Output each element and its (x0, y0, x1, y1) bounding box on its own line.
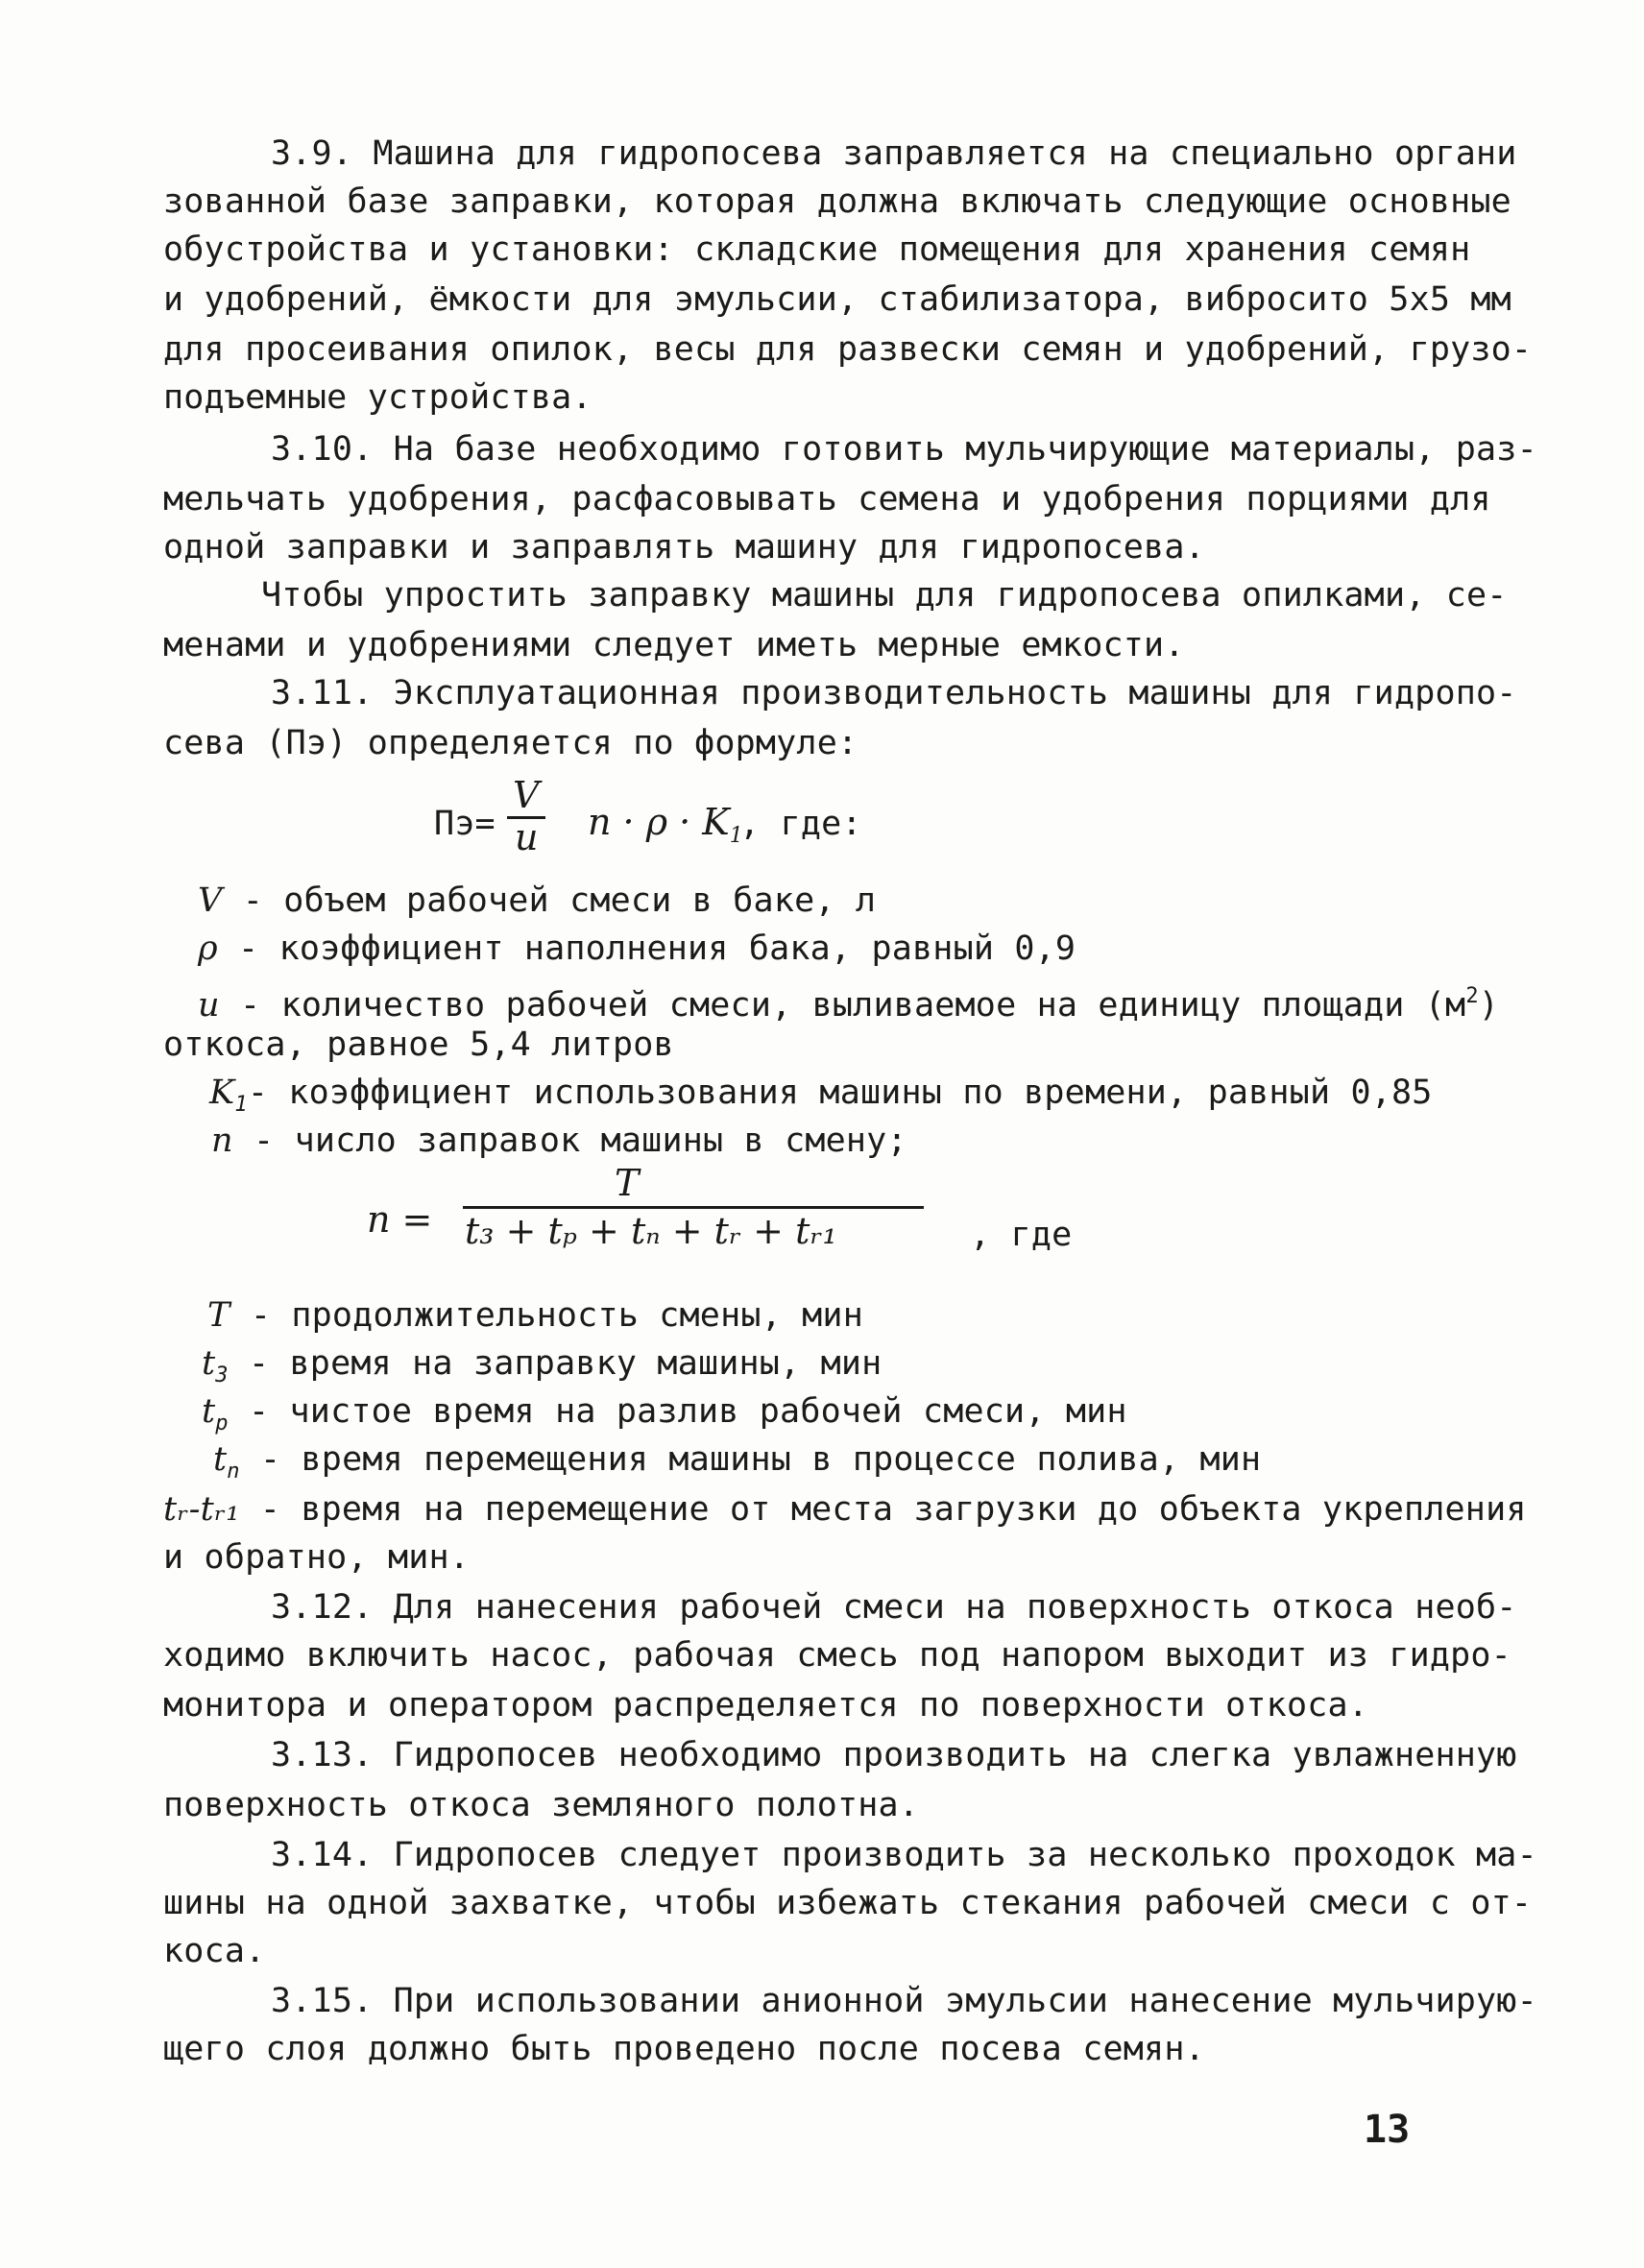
p39-line-2: зованной базе заправки, которая должна включать следующие основные (163, 182, 1511, 221)
def-u-text: - количество рабочей смеси, выливаемое на единицу площади (м (219, 986, 1466, 1025)
def-k1-symbol: K (209, 1074, 235, 1112)
p310b-line-2: менами и удобрениями следует иметь мерные емкости. (163, 626, 1185, 664)
def-tn-text: - время перемещения машины в процессе полива, мин (239, 1440, 1262, 1479)
formula2-tail: , где (970, 1216, 1073, 1254)
def-tp-symbol: t (202, 1392, 216, 1431)
p314-line-3: коса. (163, 1932, 266, 1970)
def-v (198, 881, 876, 920)
def-rho-text: - коэффициент наполнения бака, равный 0,9 (217, 929, 1076, 968)
page-number: 13 (1364, 2108, 1411, 2152)
p313-line-1: 3.13. Гидропосев необходимо производить на слегка увлажненную (271, 1736, 1517, 1774)
def-tr-symbol: tᵣ-tᵣ₁ (163, 1490, 240, 1529)
formula2-numerator: T (615, 1162, 640, 1204)
def-u-tail: ) (1478, 986, 1500, 1025)
formula1-numerator: V (513, 774, 540, 816)
def-t3-text: - время на заправку машины, мин (228, 1344, 882, 1383)
p314-line-2: шины на одной захватке, чтобы избежать стекания рабочей смеси с от- (163, 1884, 1533, 1922)
def-n-symbol: n (211, 1122, 233, 1160)
p39-line-5: для просеивания опилок, весы для развески семян и удобрений, грузо- (163, 330, 1533, 369)
p312-line-2: ходимо включить насос, рабочая смесь под напором выходит из гидро- (163, 1636, 1511, 1675)
p310-line-2: мельчать удобрения, расфасовывать семена и удобрения порциями для (163, 480, 1491, 519)
p310b-line-1: Чтобы упростить заправку машины для гидропосева опилками, се- (261, 576, 1508, 615)
def-rho (198, 929, 1076, 968)
p314-line-1: 3.14. Гидропосев следует производить за несколько проходок ма- (271, 1836, 1537, 1874)
def-tp-sub: p (215, 1411, 229, 1436)
formula2-lhs: n = (367, 1198, 433, 1241)
def-u (198, 977, 1499, 1025)
formula1-factors (588, 803, 743, 856)
p39-line-6: подъемные устройства. (163, 378, 592, 417)
p39-line-1: 3.9. Машина для гидропосева заправляется на специально органи (271, 134, 1517, 173)
formula1-denominator: u (515, 816, 539, 858)
p39-line-3: обустройства и установки: складские помещения для хранения семян (163, 230, 1471, 269)
def-u-symbol: u (198, 986, 220, 1025)
formula1-factors-text: n · ρ · K (588, 801, 730, 843)
p310-line-1: 3.10. На базе необходимо готовить мульчирующие материалы, раз- (271, 430, 1537, 469)
p39-line-4: и удобрений, ёмкости для эмульсии, стабилизатора, вибросито 5х5 мм (163, 280, 1511, 319)
def-tr (163, 1490, 1527, 1529)
def-t3 (202, 1344, 882, 1395)
def-tr-text: - время на перемещение от места загрузки до объекта укрепления (239, 1490, 1527, 1529)
def-t3-sub: 3 (215, 1363, 229, 1387)
p310-line-3: одной заправки и заправлять машину для гидропосева. (163, 528, 1205, 567)
def-tp (202, 1392, 1127, 1443)
def-tn-sub: n (227, 1460, 240, 1484)
p313-line-2: поверхность откоса земляного полотна. (163, 1786, 920, 1824)
formula1-factors-sub: 1 (729, 824, 743, 848)
p312-line-1: 3.12. Для нанесения рабочей смеси на поверхность откоса необ- (271, 1588, 1517, 1627)
def-t-text: - продолжительность смены, мин (230, 1296, 863, 1335)
def-k1-sub: 1 (234, 1093, 248, 1117)
formula2-denominator: t₃ + tₚ + tₙ + tᵣ + tᵣ₁ (465, 1210, 837, 1252)
def-k1 (209, 1074, 1433, 1124)
def-t3-symbol: t (202, 1344, 216, 1383)
def-v-symbol: V (198, 881, 223, 920)
p311-line-2: сева (Пэ) определяется по формуле: (163, 724, 858, 762)
def-n (211, 1122, 907, 1160)
p315-line-2: щего слоя должно быть проведено после посева семян. (163, 2030, 1205, 2068)
def-tp-text: - чистое время на разлив рабочей смеси, мин (228, 1392, 1127, 1431)
formula2-fraction-bar (463, 1206, 924, 1209)
def-n-text: - число заправок машины в смену; (232, 1122, 907, 1160)
def-tr-cont: и обратно, мин. (163, 1538, 471, 1577)
def-tn-symbol: t (213, 1440, 228, 1479)
def-u-cont: откоса, равное 5,4 литров (163, 1025, 674, 1064)
p312-line-3: монитора и оператором распределяется по поверхности откоса. (163, 1686, 1369, 1725)
formula1-lhs: Пэ= (434, 805, 496, 843)
def-v-text: - объем рабочей смеси в баке, л (222, 881, 877, 920)
def-rho-symbol: ρ (198, 929, 218, 968)
def-k1-text: - коэффициент использования машины по времени, равный 0,85 (247, 1074, 1433, 1112)
def-t (207, 1296, 863, 1335)
def-u-sup: 2 (1465, 984, 1479, 1008)
formula1-tail: , где: (739, 805, 862, 843)
def-t-symbol: T (207, 1296, 230, 1335)
p315-line-1: 3.15. При использовании анионной эмульсии нанесение мульчирую- (271, 1982, 1537, 2020)
def-tn (213, 1440, 1261, 1491)
p311-line-1: 3.11. Эксплуатационная производительность машины для гидропо- (271, 674, 1517, 712)
